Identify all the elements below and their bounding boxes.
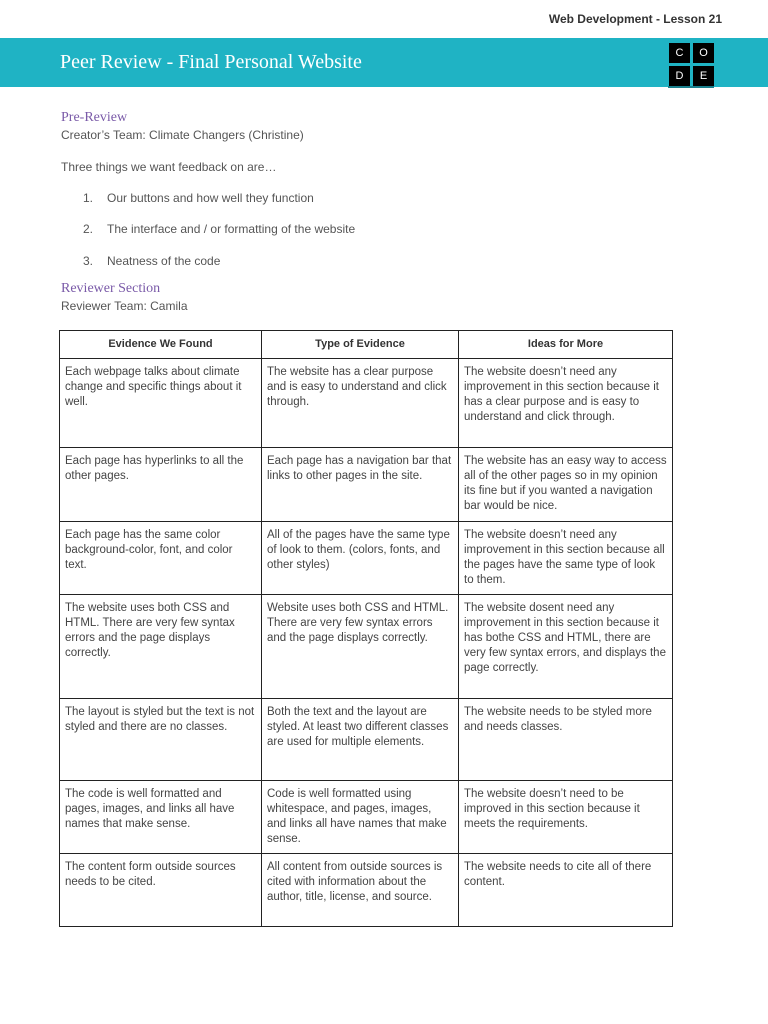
table-cell: The website uses both CSS and HTML. There are very few syntax errors and the page displays correctly. xyxy=(60,595,262,699)
reviewer-heading: Reviewer Section xyxy=(61,281,161,296)
list-text: Neatness of the code xyxy=(107,254,221,268)
logo-letter: D xyxy=(669,66,690,86)
table-row xyxy=(60,448,673,522)
table-cell: The code is well formatted and pages, images, and links all have names that make sense. xyxy=(60,781,262,854)
table-row xyxy=(60,359,673,448)
table-cell: The website doesn’t need to be improved in this section because it meets the requirements. xyxy=(459,781,673,854)
table-cell: All content from outside sources is cited with information about the author, title, license, and source. xyxy=(262,854,459,927)
logo-letter: E xyxy=(693,66,714,86)
list-text: Our buttons and how well they function xyxy=(107,191,314,205)
table-cell: Each page has the same color background-color, font, and color text. xyxy=(60,522,262,595)
table-cell: Both the text and the layout are styled. At least two different classes are used for multiple elements. xyxy=(262,699,459,781)
list-number: 2. xyxy=(83,222,94,236)
table-cell: Website uses both CSS and HTML. There are very few syntax errors and the page displays correctly. xyxy=(262,595,459,699)
list-item xyxy=(83,191,314,205)
title-banner xyxy=(0,38,768,87)
table-row xyxy=(60,854,673,927)
logo-underline xyxy=(668,86,714,88)
creator-team: Creator’s Team: Climate Changers (Christine) xyxy=(61,128,304,142)
table-cell: The website dosent need any improvement in this section because it has bothe CSS and HTML, there are very few syntax errors, and displays the page correctly. xyxy=(459,595,673,699)
list-item xyxy=(83,254,220,268)
pre-review-heading: Pre-Review xyxy=(61,110,128,125)
table-cell: Each webpage talks about climate change and specific things about it well. xyxy=(60,359,262,448)
code-logo xyxy=(668,42,714,86)
table-row xyxy=(60,699,673,781)
logo-letter: C xyxy=(669,43,690,63)
logo-letter: O xyxy=(693,43,714,63)
list-item xyxy=(83,222,355,236)
column-header-type: Type of Evidence xyxy=(262,331,459,359)
list-text: The interface and / or formatting of the website xyxy=(107,222,356,236)
table-cell: The website needs to be styled more and needs classes. xyxy=(459,699,673,781)
table-cell: The website doesn’t need any improvement in this section because it has a clear purpose and is easy to understand and click through. xyxy=(459,359,673,448)
list-number: 1. xyxy=(83,191,94,205)
table-cell: Each page has a navigation bar that links to other pages in the site. xyxy=(262,448,459,522)
table-row xyxy=(60,781,673,854)
table-cell: The content form outside sources needs to be cited. xyxy=(60,854,262,927)
table-cell: Each page has hyperlinks to all the other pages. xyxy=(60,448,262,522)
table-cell: Code is well formatted using whitespace, and pages, images, and links all have names that make sense. xyxy=(262,781,459,854)
table-cell: The website has a clear purpose and is easy to understand and click through. xyxy=(262,359,459,448)
column-header-evidence: Evidence We Found xyxy=(60,331,262,359)
review-table xyxy=(59,330,673,927)
table-cell: All of the pages have the same type of look to them. (colors, fonts, and other styles) xyxy=(262,522,459,595)
table-cell: The website needs to cite all of there content. xyxy=(459,854,673,927)
table-cell: The website has an easy way to access all of the other pages so in my opinion its fine but if you wanted a navigation bar would be nice. xyxy=(459,448,673,522)
reviewer-team: Reviewer Team: Camila xyxy=(61,299,188,313)
table-row xyxy=(60,522,673,595)
column-header-ideas: Ideas for More xyxy=(459,331,673,359)
feedback-intro: Three things we want feedback on are… xyxy=(61,160,277,174)
table-cell: The layout is styled but the text is not styled and there are no classes. xyxy=(60,699,262,781)
page-title: Peer Review - Final Personal Website xyxy=(60,51,362,73)
table-cell: The website doesn’t need any improvement in this section because all the pages have the same type of look to them. xyxy=(459,522,673,595)
table-header-row xyxy=(60,331,673,359)
lesson-label: Web Development - Lesson 21 xyxy=(548,12,722,26)
table-row xyxy=(60,595,673,699)
list-number: 3. xyxy=(83,254,94,268)
